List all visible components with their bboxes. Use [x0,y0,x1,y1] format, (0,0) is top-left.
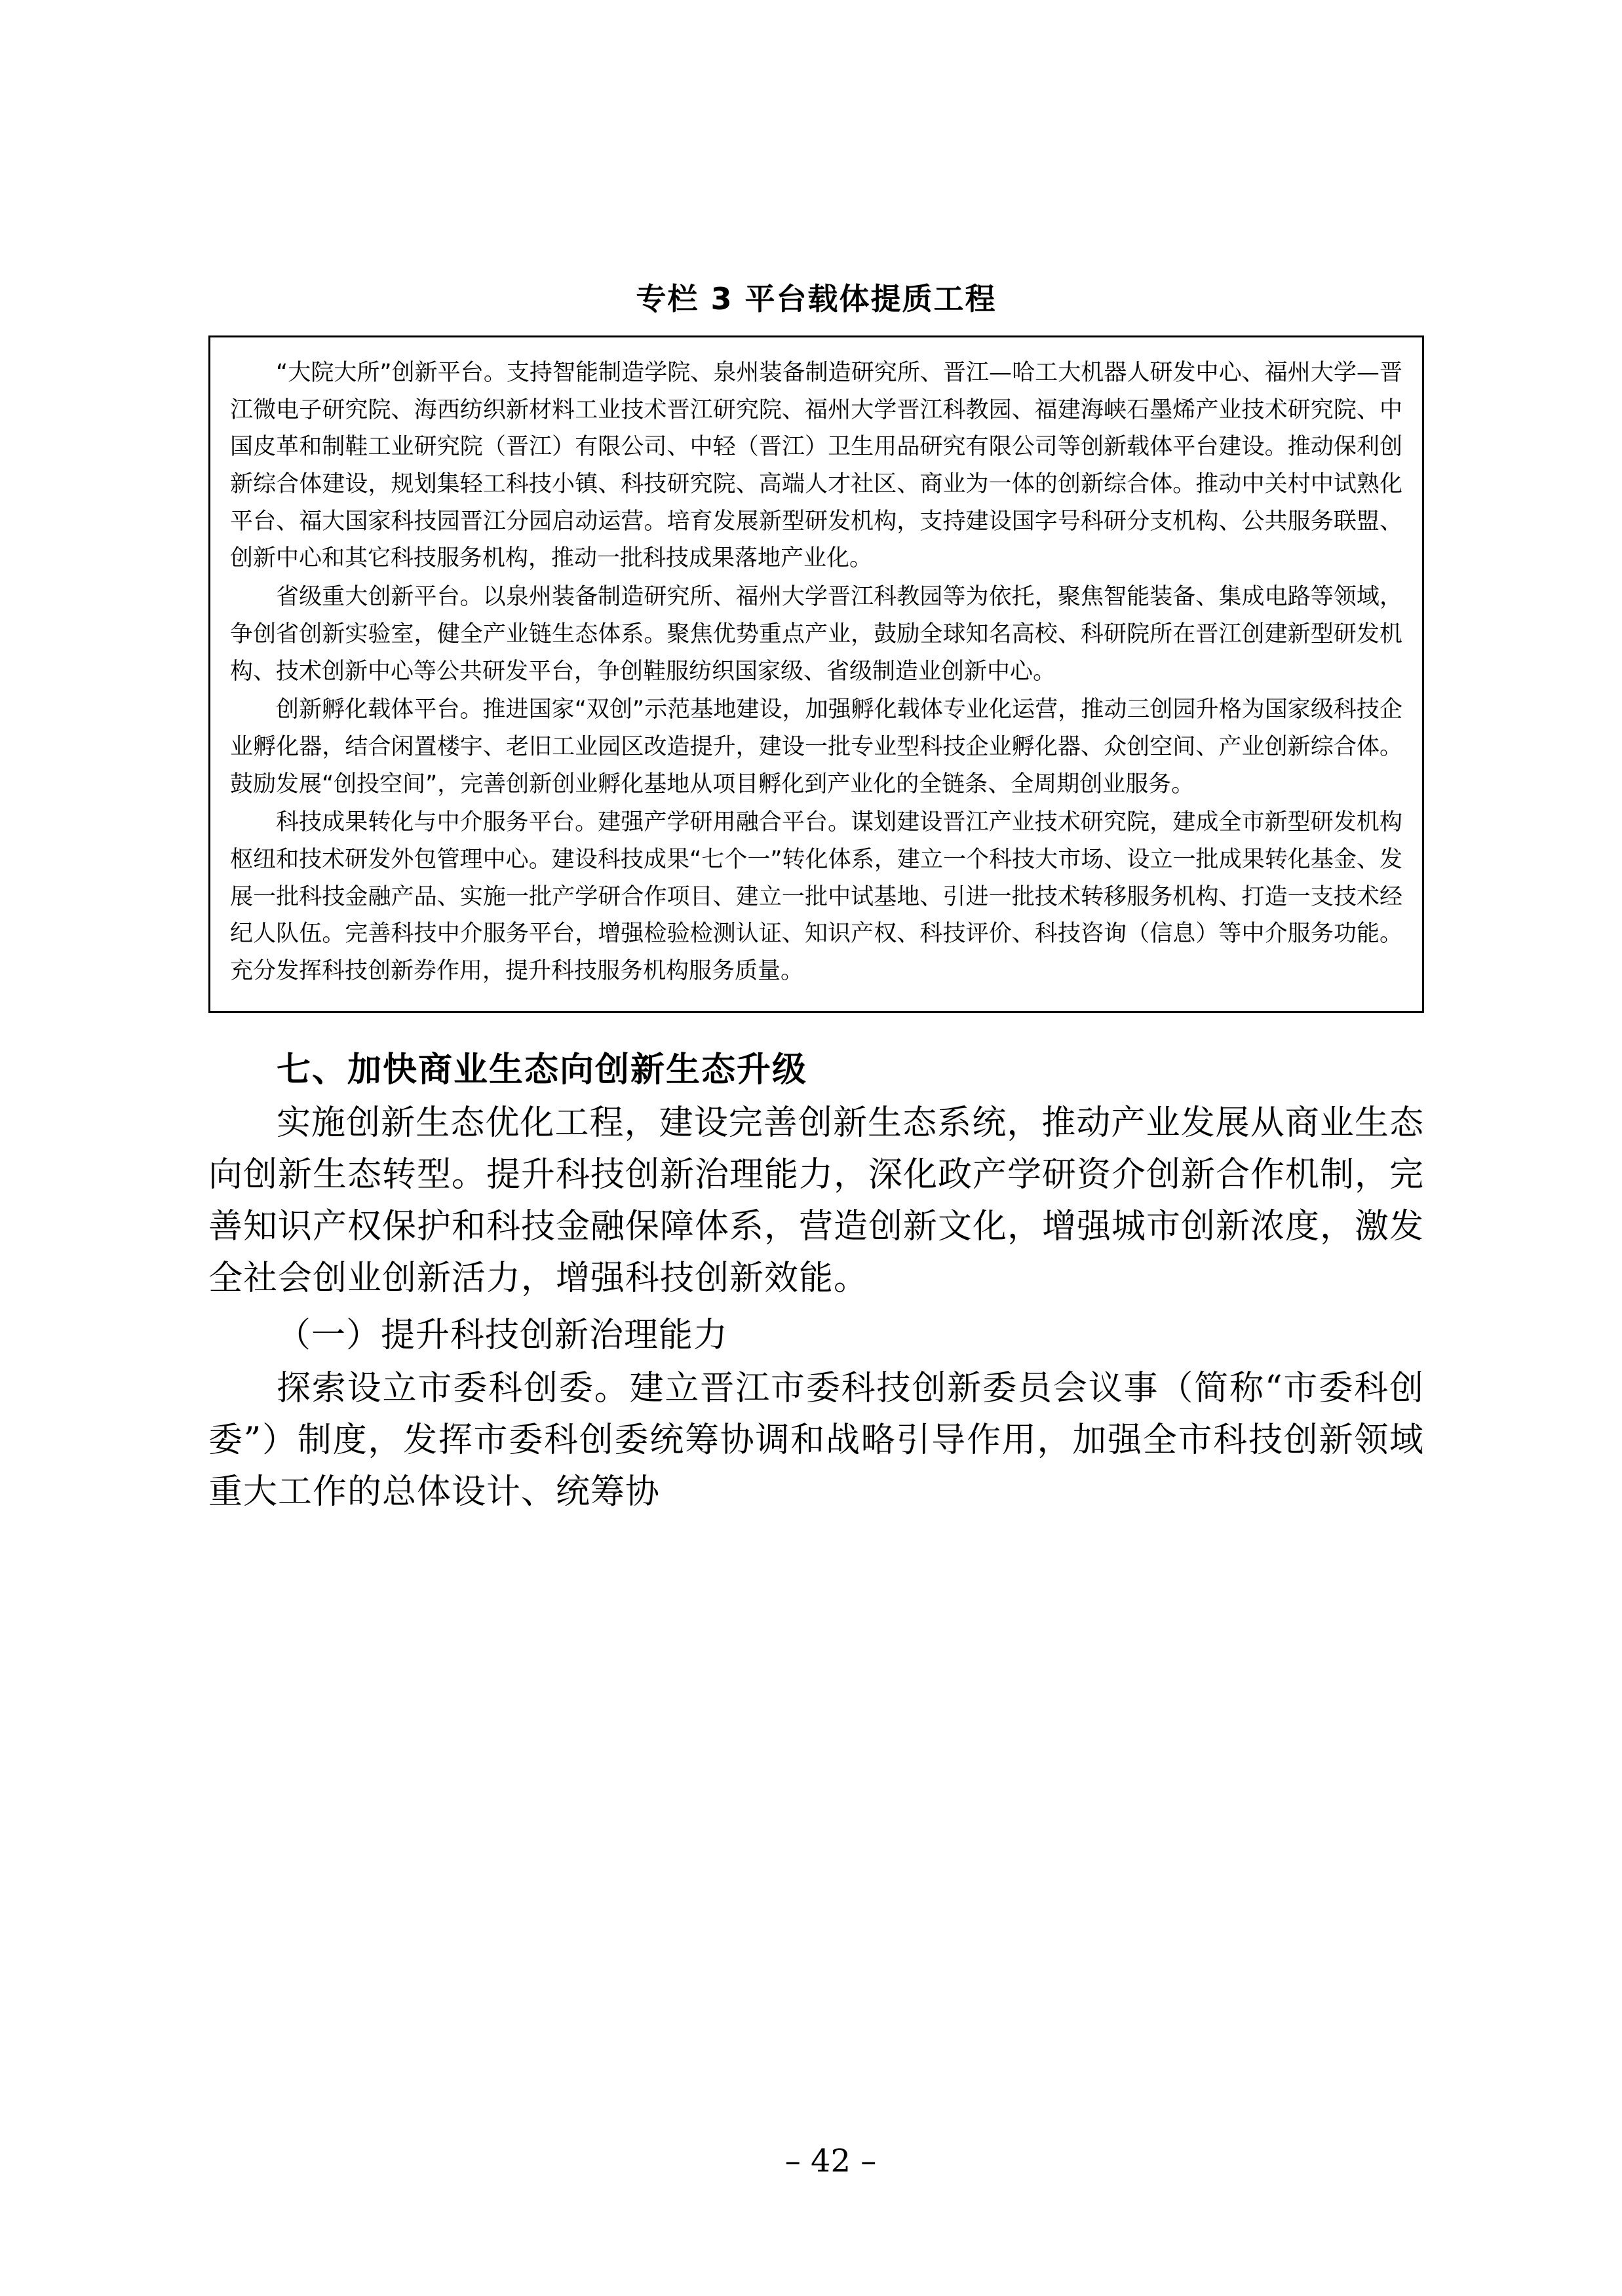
box-paragraph-3: 创新孵化载体平台。推进国家“双创”示范基地建设，加强孵化载体专业化运营，推动三创园升格为国家级科技企业孵化器，结合闲置楼宇、老旧工业园区改造提升，建设一批专业型科技企业孵化器、众创空间、产业创新综合体。鼓励发展“创投空间”，完善创新创业孵化基地从项目孵化到产业化的全链条、全周期创业服务。 [230,697,1402,797]
feature-box [208,335,1424,1013]
section-intro-paragraph: 实施创新生态优化工程，建设完善创新生态系统，推动产业发展从商业生态向创新生态转型。提升科技创新治理能力，深化政产学研资介创新合作机制，完善知识产权保护和科技金融保障体系，营造创新文化，增强城市创新浓度，激发全社会创业创新活力，增强科技创新效能。 [208,1103,1425,1298]
box-paragraph-4: 科技成果转化与中介服务平台。建强产学研用融合平台。谋划建设晋江产业技术研究院，建成全市新型研发机构枢纽和技术研发外包管理中心。建设科技成果“七个一”转化体系，建立一个科技大市场、设立一批成果转化基金、发展一批科技金融产品、实施一批产学研合作项目、建立一批中试基地、引进一批技术转移服务机构、打造一支技术经纪人队伍。完善科技中介服务平台，增强检验检测认证、知识产权、科技评价、科技咨询（信息）等中介服务功能。充分发挥科技创新券作用，提升科技服务机构服务质量。 [230,809,1402,984]
feature-box-title: 专栏 3 平台载体提质工程 [636,281,997,316]
section-heading: 七、加快商业生态向创新生态升级 [277,1050,808,1090]
box-paragraph-1: “大院大所”创新平台。支持智能制造学院、泉州装备制造研究所、晋江—哈工大机器人研发中心、福州大学—晋江微电子研究院、海西纺织新材料工业技术晋江研究院、福州大学晋江科教园、福建海峡石墨烯产业技术研究院、中国皮革和制鞋工业研究院（晋江）有限公司、中轻（晋江）卫生用品研究有限公司等创新载体平台建设。推动保利创新综合体建设，规划集轻工科技小镇、科技研究院、高端人才社区、商业为一体的创新综合体。推动中关村中试熟化平台、福大国家科技园晋江分园启动运营。培育发展新型研发机构，支持建设国字号科研分支机构、公共服务联盟、创新中心和其它科技服务机构，推动一批科技成果落地产业化。 [230,360,1402,572]
box-paragraph-2: 省级重大创新平台。以泉州装备制造研究所、福州大学晋江科教园等为依托，聚焦智能装备、集成电路等领域，争创省创新实验室，健全产业链生态体系。聚焦优势重点产业，鼓励全球知名高校、科研院所在晋江创建新型研发机构、技术创新中心等公共研发平台，争创鞋服纺织国家级、省级制造业创新中心。 [230,584,1402,685]
page-number: – 42 – [784,2143,877,2179]
page-content [208,275,1424,1520]
subsection-heading: （一）提升科技创新治理能力 [277,1315,729,1355]
subsection-body-paragraph: 探索设立市委科创委。建立晋江市委科技创新委员会议事（简称“市委科创委”）制度，发挥市委科创委统筹协调和战略引导作用，加强全市科技创新领域重大工作的总体设计、统筹协 [208,1368,1424,1512]
